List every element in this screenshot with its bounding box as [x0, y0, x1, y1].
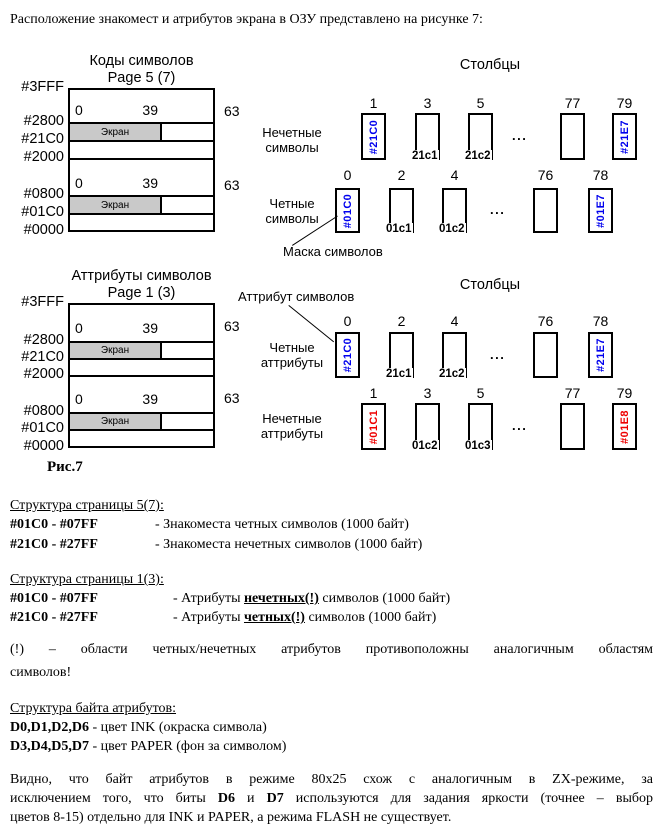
bit-desc: - цвет INK (окраска символа) — [88, 720, 267, 735]
vertical-address-label: #01C0 — [341, 193, 354, 228]
map-line — [70, 140, 213, 142]
final-text: и — [235, 791, 267, 806]
column-cell — [560, 113, 585, 160]
cell-tag-label: 01c2 — [439, 223, 465, 235]
column-number: 3 — [423, 385, 432, 401]
column-number: 76 — [537, 167, 554, 183]
col-start-label: 0 — [75, 320, 83, 336]
vertical-address-label: #21C0 — [367, 119, 380, 154]
row-label-line: Нечетные — [262, 125, 322, 140]
dots-ellipsis: ... — [490, 202, 506, 217]
column-cell-address — [588, 332, 613, 378]
address-desc: символов (1000 байт) — [318, 591, 451, 606]
final-text-bold: D6 — [217, 791, 235, 806]
screen-band — [70, 124, 162, 140]
column-number: 78 — [592, 167, 609, 183]
row-label-line: Четные — [269, 196, 315, 211]
column-number: 1 — [369, 95, 378, 111]
pointer-line — [288, 305, 334, 342]
screen-band — [70, 197, 162, 213]
column-cell — [465, 403, 493, 452]
column-number: 4 — [450, 167, 459, 183]
row-label — [250, 411, 334, 441]
cell-tag-label: 01c3 — [465, 440, 491, 452]
row-label — [250, 340, 334, 370]
col-end-label: 63 — [224, 390, 240, 406]
column-cell-address — [588, 188, 613, 233]
col-mid-label: 39 — [142, 102, 158, 118]
address-range: #21C0 - #27FF — [10, 610, 98, 625]
address-label: #3FFF — [21, 294, 64, 310]
attr-byte-row — [10, 719, 267, 736]
note-paragraph-line — [10, 664, 71, 681]
memmap-attrs-title: Аттрибуты символов — [71, 268, 212, 284]
pointer-label-attr: Аттрибут символов — [238, 289, 355, 304]
final-text: цветов 8-15) отдельно для INK и PAPER, а режима FLASH не существует. — [10, 810, 452, 825]
note-text: символов! — [10, 665, 72, 680]
address-desc: - Знакоместа четных символов (1000 байт) — [155, 517, 409, 532]
intro-text: Расположение знакомест и атрибутов экрана в ОЗУ представлено на рисунке 7: — [10, 12, 483, 27]
col-start-label: 0 — [75, 102, 83, 118]
map-line — [70, 375, 213, 377]
address-range: #01C0 - #07FF — [10, 591, 98, 606]
address-label: #21C0 — [21, 349, 64, 365]
final-text: исключением того, что биты — [10, 791, 218, 806]
cell-tag-label: 21c1 — [386, 368, 412, 380]
address-label: #2000 — [23, 149, 64, 165]
col-mid-label: 39 — [142, 391, 158, 407]
vertical-address-label: #01C1 — [367, 409, 380, 444]
address-range: #21C0 - #27FF — [10, 537, 98, 552]
column-number: 2 — [397, 313, 406, 329]
row-label-line: символы — [265, 211, 319, 226]
address-label: #0800 — [23, 186, 64, 202]
column-number: 5 — [476, 95, 485, 111]
note-text: (!) – области четных/нечетных атрибутов противоположны аналогичным областям — [10, 642, 653, 657]
note-paragraph-line — [10, 641, 653, 658]
columns-title-attrs: Столбцы — [459, 277, 521, 293]
address-desc-emphasis: четных(!) — [243, 610, 305, 625]
screen-band-label: Экран — [100, 416, 130, 427]
address-desc: - Атрибуты — [173, 591, 244, 606]
row-label-line: аттрибуты — [260, 426, 324, 441]
column-number: 76 — [537, 313, 554, 329]
vertical-address-label: #21C0 — [341, 337, 354, 373]
column-cell — [412, 403, 440, 452]
col-start-label: 0 — [75, 175, 83, 191]
screen-band-label: Экран — [100, 345, 130, 356]
struct13-row — [10, 609, 436, 626]
map-line — [70, 429, 213, 431]
map-line — [70, 213, 213, 215]
column-cell — [533, 332, 558, 378]
address-desc: символов (1000 байт) — [304, 610, 437, 625]
struct57-row — [10, 536, 422, 553]
column-cell — [439, 188, 467, 235]
section-title-text: Структура страницы 5(7): — [10, 498, 164, 513]
column-number: 2 — [397, 167, 406, 183]
address-desc-emphasis: нечетных(!) — [243, 591, 319, 606]
dots-ellipsis: ... — [512, 128, 528, 143]
memmap-attrs-page: Page 1 (3) — [107, 285, 176, 301]
map-line — [70, 358, 213, 360]
vertical-address-label: #01E8 — [618, 409, 631, 444]
row-label — [250, 196, 334, 226]
memmap-codes-page: Page 5 (7) — [107, 70, 176, 86]
final-paragraph-line — [10, 809, 451, 826]
col-mid-label: 39 — [142, 320, 158, 336]
address-label: #2000 — [23, 366, 64, 382]
address-label: #0000 — [23, 438, 64, 454]
column-cell — [560, 403, 585, 450]
cell-tag-label: 01c1 — [386, 223, 412, 235]
col-end-label: 63 — [224, 318, 240, 334]
column-number: 78 — [592, 313, 609, 329]
column-cell — [386, 332, 414, 380]
struct13-title — [10, 571, 164, 588]
column-cell-address — [361, 403, 386, 450]
column-number: 1 — [369, 385, 378, 401]
column-number: 0 — [343, 313, 352, 329]
column-cell-address — [335, 332, 360, 378]
column-number: 77 — [564, 385, 581, 401]
cell-tag-label: 21c2 — [439, 368, 465, 380]
screen-band — [70, 343, 162, 358]
memmap-codes-title: Коды символов — [89, 53, 194, 69]
address-desc: - Атрибуты — [173, 610, 244, 625]
final-paragraph-line — [10, 790, 653, 807]
address-label: #0000 — [23, 222, 64, 238]
col-mid-label: 39 — [142, 175, 158, 191]
cell-tag-label: 21c2 — [465, 150, 491, 162]
column-number: 79 — [616, 385, 633, 401]
final-paragraph-line — [10, 771, 653, 788]
struct57-title — [10, 497, 164, 514]
screen-band-label: Экран — [100, 199, 130, 211]
col-start-label: 0 — [75, 391, 83, 407]
column-number: 79 — [616, 95, 633, 111]
memory-map-codes — [68, 88, 215, 232]
column-cell — [533, 188, 558, 233]
cell-tag-label: 01c2 — [412, 440, 438, 452]
section-title-text: Структура байта атрибутов: — [10, 701, 177, 716]
pointer-label-mask: Маска символов — [283, 244, 383, 259]
column-cell — [439, 332, 467, 380]
column-cell-address — [361, 113, 386, 160]
attr-byte-row — [10, 738, 286, 755]
column-number: 0 — [343, 167, 352, 183]
bit-list: D3,D4,D5,D7 — [10, 739, 89, 754]
column-number: 4 — [450, 313, 459, 329]
column-number: 3 — [423, 95, 432, 111]
column-cell-address — [612, 113, 637, 160]
final-text-bold: D7 — [266, 791, 284, 806]
address-range: #01C0 - #07FF — [10, 517, 98, 532]
vertical-address-label: #21E7 — [618, 119, 631, 154]
columns-title-codes: Столбцы — [459, 57, 521, 73]
row-label-line: Нечетные — [262, 411, 322, 426]
column-number: 5 — [476, 385, 485, 401]
column-cell-address — [335, 188, 360, 233]
column-cell — [465, 113, 493, 162]
address-label: #21C0 — [21, 131, 64, 147]
col-end-label: 63 — [224, 177, 240, 193]
address-label: #3FFF — [21, 79, 64, 95]
address-label: #01C0 — [21, 204, 64, 220]
col-end-label: 63 — [224, 103, 240, 119]
address-label: #01C0 — [21, 420, 64, 436]
section-title-text: Структура страницы 1(3): — [10, 572, 164, 587]
row-label-line: символы — [265, 140, 319, 155]
address-desc: - Знакоместа нечетных символов (1000 байт) — [155, 537, 423, 552]
struct57-row — [10, 516, 409, 533]
bit-desc: - цвет PAPER (фон за символом) — [88, 739, 287, 754]
cell-tag-label: 21c1 — [412, 150, 438, 162]
memory-map-attrs — [68, 303, 215, 448]
dots-ellipsis: ... — [512, 418, 528, 433]
screen-band-label: Экран — [100, 126, 130, 138]
column-cell — [386, 188, 414, 235]
map-line — [70, 158, 213, 160]
column-number: 77 — [564, 95, 581, 111]
attr-byte-title — [10, 700, 176, 717]
address-label: #2800 — [23, 332, 64, 348]
column-cell — [412, 113, 440, 162]
figure-caption: Рис.7 — [47, 459, 83, 475]
vertical-address-label: #21E7 — [594, 338, 607, 372]
final-text: Видно, что байт атрибутов в режиме 80x25 схож с аналогичным в ZX-режиме, за — [10, 772, 653, 787]
row-label-line: аттрибуты — [260, 355, 324, 370]
dots-ellipsis: ... — [490, 347, 506, 362]
struct13-row — [10, 590, 450, 607]
row-label-line: Четные — [269, 340, 315, 355]
vertical-address-label: #01E7 — [594, 193, 607, 228]
final-text: используются для задания яркости (точнее – выбор — [283, 791, 653, 806]
column-cell-address — [612, 403, 637, 450]
row-label — [250, 125, 334, 155]
screen-band — [70, 414, 162, 429]
address-label: #2800 — [23, 113, 64, 129]
bit-list: D0,D1,D2,D6 — [10, 720, 89, 735]
address-label: #0800 — [23, 403, 64, 419]
